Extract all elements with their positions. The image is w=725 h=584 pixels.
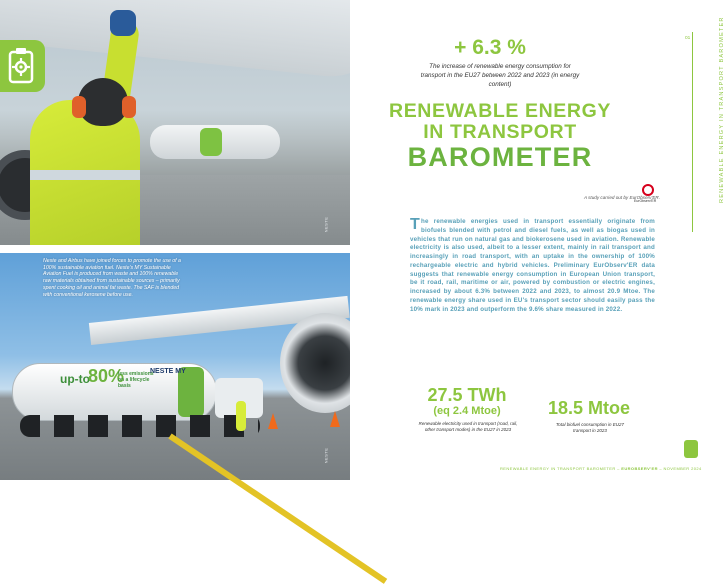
- headline-stat: + 6.3 %: [454, 36, 526, 59]
- footer-text: RENEWABLE ENERGY IN TRANSPORT BAROMETER –: [500, 466, 622, 471]
- footer-date: – NOVEMBER 2024: [657, 466, 702, 471]
- truck-green-stripe: [200, 128, 222, 156]
- gear-fuel-icon: [6, 46, 38, 86]
- stat-biofuel: 18.5 Mtoe: [547, 398, 631, 418]
- logo-circle-icon: [642, 184, 654, 196]
- side-rule: [684, 32, 694, 232]
- traffic-cone: [330, 411, 340, 427]
- side-rule-line: [692, 32, 693, 232]
- ear-protector-right: [122, 96, 136, 118]
- headline-stat-description: The increase of renewable energy consumption for transport in the EU27 between 2022 and 2023 (in energy content): [420, 63, 580, 88]
- stat-electricity-description: Renewable electricity used in transport (road, rail, other transport modes) in the EU27 in 2023: [418, 421, 518, 433]
- intro-paragraph-text: he renewable energies used in transport essentially originate from biofuels blended with petrol and diesel fuels, as well as biogas used in vehicles that run on natural gas and biokerosene used in aviation. Renewable electricity is also used, albeit to a lesser extent, mainly in rail transport and increasingly in road transport, with an uptake in the ownership of 100% rechargeable electric and hybrid vehicles. Preliminary EurObserv'ER data suggests that renewable energy consumption in European Union transport, be it road, rail, maritime or air, powered by combustion or electric engines, increased by about 6.3% between 2022 and 2023, to almost 20.9 Mtoe. The renewable energy share used in EU's transport sector should easily pass the 10% mark in 2023 and outperform the 9.6% share measured in 2022.: [410, 218, 655, 313]
- study-credit: A study carried out by EurObserv'ER.: [583, 195, 660, 200]
- stat-electricity: 27.5 TWh: [427, 385, 507, 405]
- right-page: [350, 0, 725, 480]
- left-page: [0, 0, 350, 480]
- page-number: 01: [685, 36, 691, 41]
- section-badge: [0, 40, 45, 92]
- stat-biofuel-description: Total biofuel consumption in EU27 transport in 2023: [555, 422, 625, 434]
- footer-fuel-icon: [684, 440, 698, 458]
- tanker-emissions-text: less emissions on a lifecycle basis: [118, 371, 154, 389]
- tanker-upto-text: up-to: [60, 372, 90, 386]
- title-line-1: RENEWABLE ENERGY: [389, 100, 611, 122]
- aircraft-fuselage: [0, 0, 394, 82]
- drop-cap: T: [410, 216, 420, 233]
- worker-glove: [110, 10, 136, 36]
- logo-text: EurObserv'ER: [634, 199, 657, 203]
- vertical-running-title: RENEWABLE ENERGY IN TRANSPORT BAROMETER: [719, 16, 725, 203]
- tanker-brand-text: NESTE MY: [150, 368, 186, 375]
- title-line-2: IN TRANSPORT: [423, 121, 577, 143]
- photo-credit-top: NESTE: [323, 216, 329, 233]
- stat-electricity-equivalent: (eq 2.4 Mtoe): [433, 405, 501, 417]
- ear-protector-left: [72, 96, 86, 118]
- footer-brand: EUROBSERV'ER: [621, 466, 658, 471]
- tanker-percent-text: 80%: [88, 366, 125, 386]
- refuelling-worker-photo: [0, 0, 350, 245]
- eurobserver-logo: [634, 184, 660, 208]
- page-footer: [500, 466, 702, 471]
- intro-paragraph: [410, 218, 655, 314]
- photo-caption: Neste and Airbus have joined forces to promote the use of a 100% sustainable aviation fuel. Neste's MY Sustainable Aviation Fuel is produced from waste and 100% renewable raw materials obtained from sustainable sources – primarily spent cooking oil and animal fat waste. The SAF is blended with conventional kerosene before use.: [43, 258, 181, 298]
- ground-crew-person: [236, 401, 246, 431]
- jacket-reflective-stripe: [30, 170, 140, 180]
- photo-credit-bottom: NESTE: [323, 447, 329, 464]
- traffic-cone: [268, 413, 278, 429]
- tanker-wheels: [20, 415, 260, 437]
- title-line-3: BAROMETER: [407, 142, 593, 172]
